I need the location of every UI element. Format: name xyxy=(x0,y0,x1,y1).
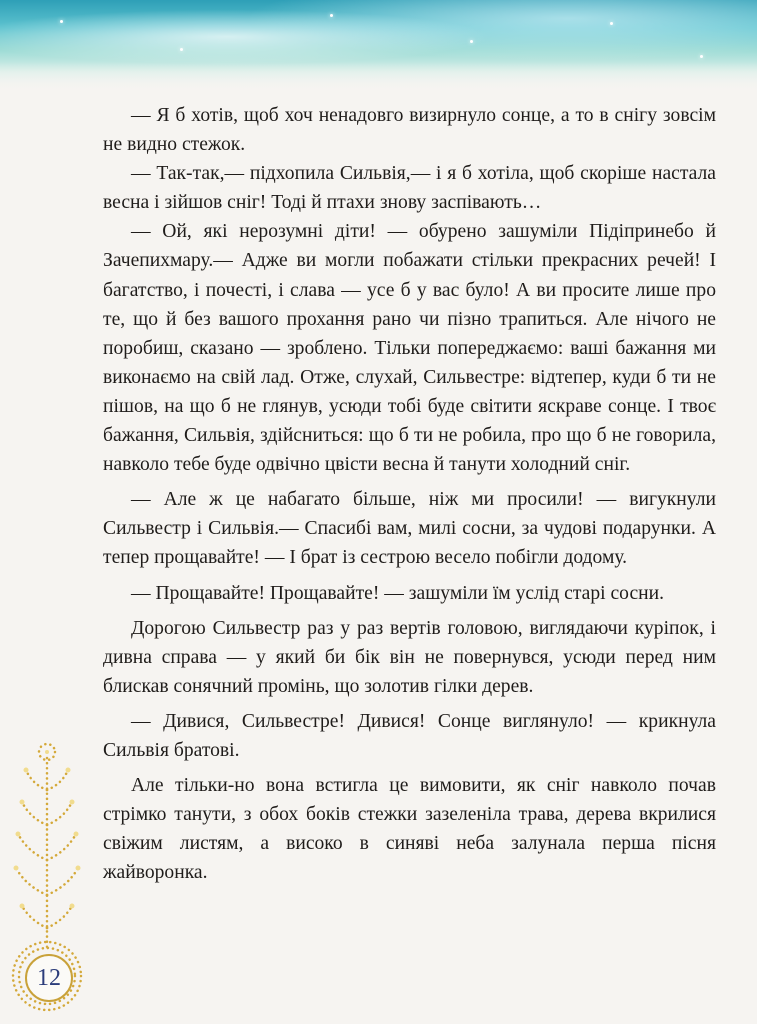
story-text xyxy=(103,101,716,887)
sparkle-icon xyxy=(610,22,613,25)
winter-sky-banner xyxy=(0,0,757,92)
page-number: 12 xyxy=(25,954,73,1002)
paragraph: — Дивися, Сильвестре! Дивися! Сонце виглянуло! — крикнула Сильвія братові. xyxy=(103,710,716,761)
paragraph: Але тільки-но вона встигла це вимовити, як сніг навколо почав стрімко танути, з обох боків стежки зазеленіла трава, дерева вкрилися свіжим листям, а високо в синяві неба залунала перша пісня жайворонка. xyxy=(103,775,716,884)
sparkle-icon xyxy=(60,20,63,23)
sparkle-icon xyxy=(180,48,183,51)
sparkle-icon xyxy=(700,55,703,58)
sparkle-icon xyxy=(330,14,333,17)
paragraph: Дорогою Сильвестр раз у раз вертів головою, виглядаючи куріпок, і дивна справа — у який би бік він не повернувся, усюди перед ним блискав сонячний промінь, що золотив гілки дерев. xyxy=(103,617,716,697)
paragraph: — Я б хотів, щоб хоч ненадовго визирнуло сонце, а то в снігу зовсім не видно стежок. xyxy=(103,105,716,156)
paragraph: — Так-так,— підхопила Сильвія,— і я б хотіла, щоб скоріше настала весна і зійшов сніг! Тоді й птахи знову заспівають… xyxy=(103,163,716,214)
paragraph: — Ой, які нерозумні діти! — обурено зашуміли Підіпринебо й Зачепихмару.— Адже ви могли побажати стільки прекрасних речей! І багатство, і почесті, і слава — усе б у вас було! А ви просите лише про те, що й без вашого прохання рано чи пізно трапиться. Але нічого не поробиш, сказано — зроблено. Тільки попереджаємо: ваші бажання ми виконаємо на свій лад. Отже, слухай, Сильвестре: відтепер, куди б ти не пішов, на що б не глянув, усюди тобі буде світити яскраве сонце. І твоє бажання, Сильвія, здійсниться: що б ти не робила, про що б не говорила, навколо тебе буде одвічно цвісти весна й танути холодний сніг. xyxy=(103,221,716,476)
paragraph: — Прощавайте! Прощавайте! — зашуміли їм услід старі сосни. xyxy=(131,582,665,604)
paragraph: — Але ж це набагато більше, ніж ми просили! — вигукнули Сильвестр і Сильвія.— Спасибі вам, милі сосни, за чудові подарунки. А тепер прощавайте! — І брат із сестрою весело побігли додому. xyxy=(103,489,716,569)
sparkle-icon xyxy=(470,40,473,43)
